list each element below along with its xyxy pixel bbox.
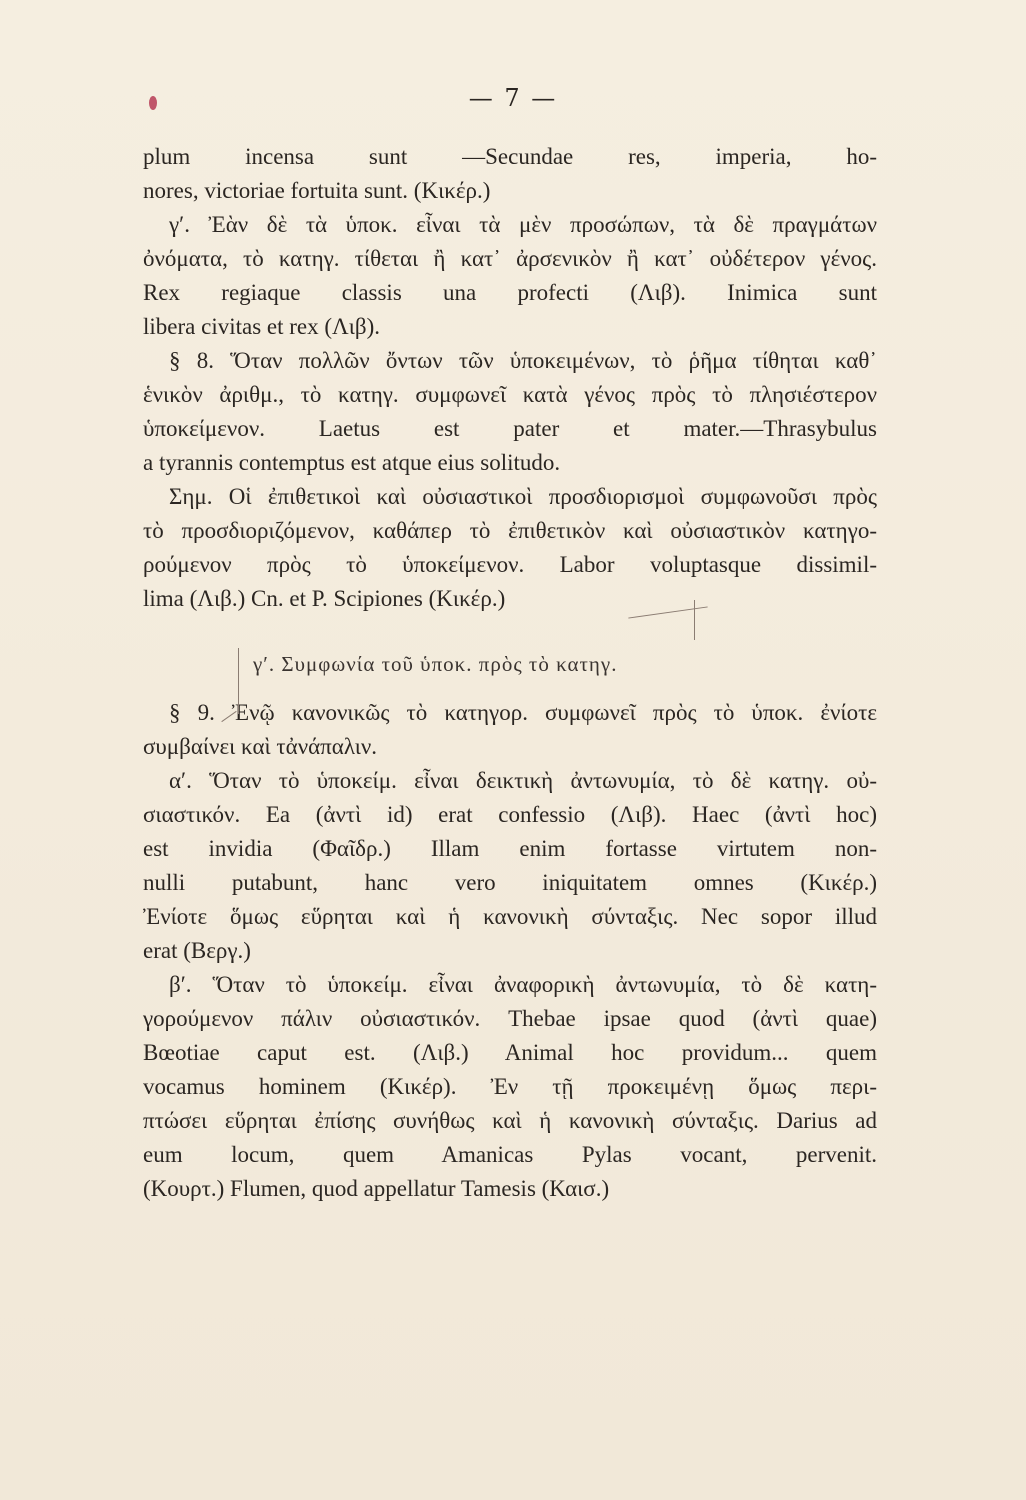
text-line: Σημ. Οἱ ἐπιθετικοὶ καὶ οὐσιαστικοὶ προσδιορισμοὶ συμφωνοῦσι πρὸς [169,484,877,509]
text-line: nulli putabunt, hanc vero iniquitatem omnes (Κικέρ.) [143,870,877,895]
text-line: § 8. Ὅταν πολλῶν ὄντων τῶν ὑποκειμένων, τὸ ῥῆμα τίθηται καθ᾽ [169,348,877,373]
text-line: ἑνικὸν ἀριθμ., τὸ κατηγ. συμφωνεῖ κατὰ γένος πρὸς τὸ πλησιέστερον [143,382,877,407]
text-line: lima (Λιβ.) Cn. et P. Scipiones (Κικέρ.) [143,586,506,611]
text-line: συμβαίνει καὶ τἀνάπαλιν. [143,734,378,759]
pencil-mark [238,648,239,714]
text-line: γʹ. Ἐὰν δὲ τὰ ὑποκ. εἶναι τὰ μὲν προσώπων, τὰ δὲ πραγμάτων [169,212,877,237]
text-line: a tyrannis contemptus est atque eius solitudo. [143,450,561,475]
text-line: βʹ. Ὅταν τὸ ὑποκείμ. εἶναι ἀναφορικὴ ἀντωνυμία, τὸ δὲ κατη- [169,972,877,997]
text-line: eum locum, quem Amanicas Pylas vocant, pervenit. [143,1142,877,1167]
text-line: ὑποκείμενον. Laetus est pater et mater.—Thrasybulus [143,416,877,441]
text-line: Rex regiaque classis una profecti (Λιβ). Inimica sunt [143,280,877,305]
text-line: erat (Βεργ.) [143,938,251,963]
text-line: ὀνόματα, τὸ κατηγ. τίθεται ἢ κατ᾽ ἀρσενικὸν ἢ κατ᾽ οὐδέτερον γένος. [143,246,877,271]
text-line: Ἐνίοτε ὅμως εὕρηται καὶ ἡ κανονικὴ σύνταξις. Nec sopor illud [143,904,877,929]
section-heading: γʹ. Συμφωνία τοῦ ὑποκ. πρὸς τὸ κατηγ. [253,652,618,676]
text-line: Bœotiae caput est. (Λιβ.) Animal hoc providum... quem [143,1040,877,1065]
text-line: plum incensa sunt —Secundae res, imperia, ho- [143,144,877,169]
text-line: αʹ. Ὅταν τὸ ὑποκείμ. εἶναι δεικτικὴ ἀντωνυμία, τὸ δὲ κατηγ. οὐ- [169,768,877,793]
text-line: (Κουρτ.) Flumen, quod appellatur Tamesis (Καισ.) [143,1176,610,1201]
text-line: ρούμενον πρὸς τὸ ὑποκείμενον. Labor voluptasque dissimil- [143,552,877,577]
page-number: — 7 — [468,84,558,112]
text-line: σιαστικόν. Ea (ἀντὶ id) erat confessio (Λιβ). Haec (ἀντὶ hoc) [143,802,877,827]
text-line: nores, victoriae fortuita sunt. (Κικέρ.) [143,178,491,203]
text-line: vocamus hominem (Κικέρ). Ἐν τῇ προκειμένῃ ὅμως περι- [143,1074,877,1099]
pencil-mark [694,600,695,640]
text-line: πτώσει εὕρηται ἐπίσης συνήθως καὶ ἡ κανονικὴ σύνταξις. Darius ad [143,1108,877,1133]
page-body [143,140,877,1206]
text-line: libera civitas et rex (Λιβ). [143,314,380,339]
text-line: τὸ προσδιοριζόμενον, καθάπερ τὸ ἐπιθετικὸν καὶ οὐσιαστικὸν κατηγο- [143,518,877,543]
text-line: est invidia (Φαῖδρ.) Illam enim fortasse virtutem non- [143,836,877,861]
text-line: § 9. Ἐνῷ κανονικῶς τὸ κατηγορ. συμφωνεῖ πρὸς τὸ ὑποκ. ἐνίοτε [169,700,877,725]
text-line: γορούμενον πάλιν οὐσιαστικόν. Thebae ipsae quod (ἀντὶ quae) [143,1006,877,1031]
